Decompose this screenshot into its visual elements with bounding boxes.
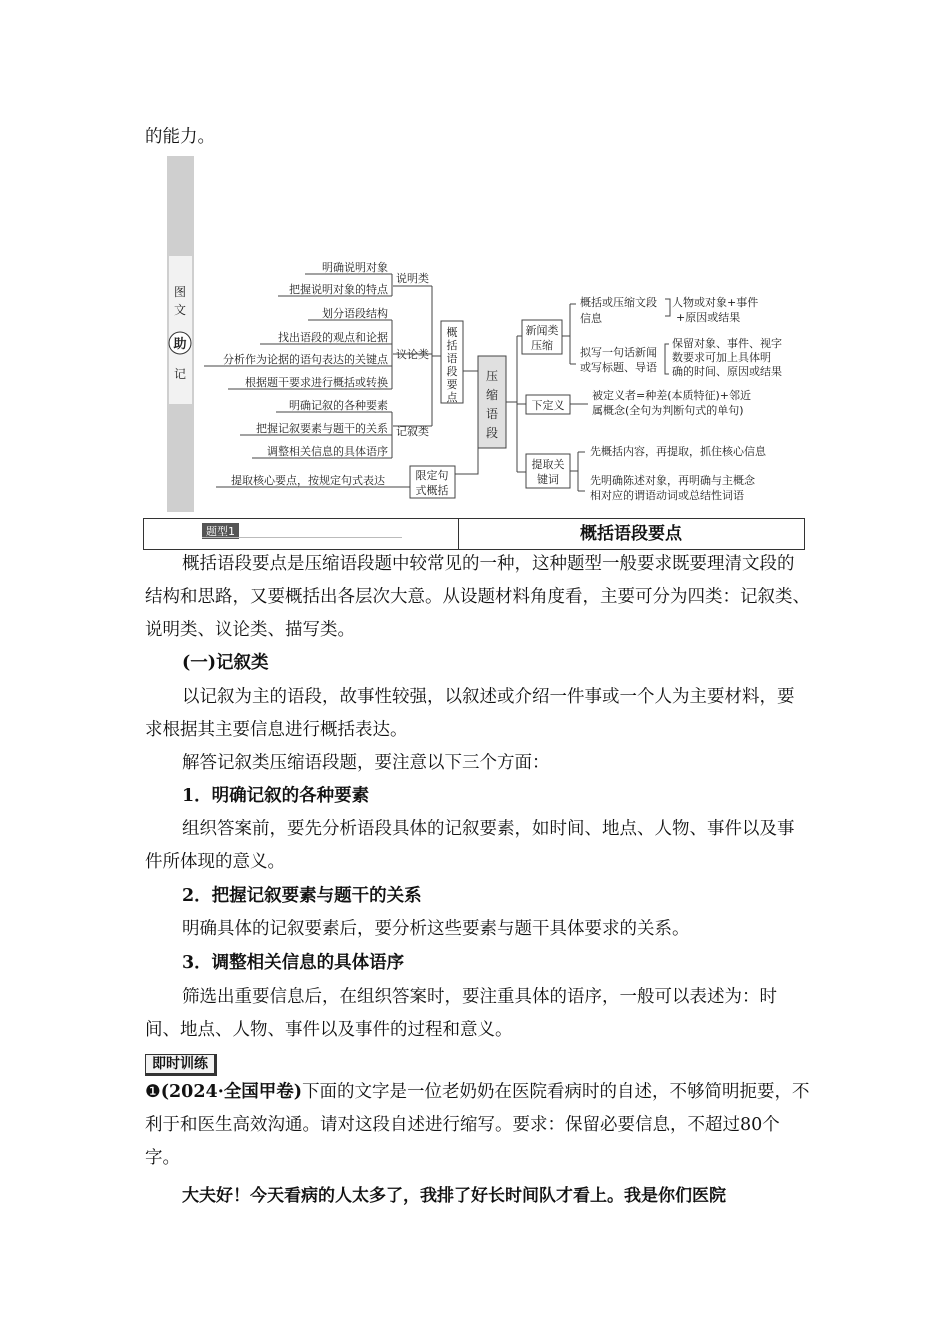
side-label-3: 助 [173,337,187,352]
intro-tail-text: 的能力。 [145,127,215,147]
dingyi-1: 被定义者=种差(本质特征)+邻近 [592,389,752,402]
item-jixu-2: 把握记叙要素与题干的关系 [256,422,388,435]
side-label-1: 图 [173,285,187,299]
item-jixu-1: 明确记叙的各种要素 [289,399,388,412]
side-label-4: 记 [173,367,187,381]
cat-xianding-1: 限定句 [415,469,449,482]
xinwen1-out-2: +原因或结果 [676,311,741,324]
section-title: 概括语段要点 [580,524,682,544]
question-number: ❶ [145,1082,161,1102]
center-2: 缩 [485,388,499,402]
tiqu2-2: 相对应的谓语动词或总结性词语 [590,489,744,502]
gaikuo-3: 语 [446,352,458,365]
cat-tiqu-1: 提取关 [531,458,565,471]
center-1: 压 [485,369,499,383]
question-block [145,1076,810,1175]
subheading-2: 2．把握记叙要素与题干的关系 [182,886,422,906]
paragraph-aspect-3: 筛选出重要信息后，在组织答案时，要注重具体的语序，一般可以表述为：时间、地点、人物、事件以及事件的过程和意义。 [145,987,777,1040]
cat-tiqu-2: 键词 [537,473,559,486]
subheading-1: 1．明确记叙的各种要素 [182,786,370,806]
item-shuoming-1: 明确说明对象 [322,261,388,274]
paragraph-jixu-def: 以记叙为主的语段，故事性较强，以叙述或介绍一件事或一个人为主要材料，要求根据其主要信息进行概括表达。 [145,687,795,740]
gaikuo-4: 段 [446,365,458,378]
center-3: 语 [485,407,499,421]
cat-dingyi: 下定义 [531,399,565,412]
section-header [143,518,805,550]
xinwen2-out-3: 确的时间、原因或结果 [672,365,782,378]
item-jixu-3: 调整相关信息的具体语序 [267,445,388,458]
mindmap-svg [160,156,810,512]
gaikuo-5: 要 [446,378,458,391]
xinwen1-2: 信息 [580,312,602,325]
xinwen2-out-2: 数要求可加上具体明 [672,351,771,364]
paragraph-aspect-1: 组织答案前，要先分析语段具体的记叙要素，如时间、地点、人物、事件以及事件所体现的意义。 [145,819,795,872]
cat-xinwen-1: 新闻类 [525,324,559,337]
paragraph-intro: 概括语段要点是压缩语段题中较常见的一种，这种题型一般要求既要理清文段的结构和思路，又要概括出各层次大意。从设题材料角度看，主要可分为四类：记叙类、说明类、议论类、描写类。 [145,554,810,640]
side-label-2: 文 [173,303,187,317]
xinwen2-2: 或写标题、导语 [580,361,657,374]
question-text: 下面的文字是一位老奶奶在医院看病时的自述，不够简明扼要，不利于和医生高效沟通。请对这段自述进行缩写。要求：保留必要信息，不超过80个字。 [145,1082,810,1168]
mindmap-figure [160,156,810,512]
item-xianding-1: 提取核心要点，按规定句式表达 [231,474,385,487]
gaikuo-2: 括 [446,339,458,352]
tiqu1: 先概括内容，再提取，抓住核心信息 [590,445,766,458]
section-badge: 题型1 [202,523,239,539]
item-yilun-1: 划分语段结构 [322,307,388,320]
xinwen1-1: 概括或压缩文段 [580,296,657,309]
question-source: (2024·全国甲卷) [160,1082,303,1102]
xinwen1-out-1: 人物或对象+事件 [672,296,759,309]
gaikuo-1: 概 [446,326,458,339]
cat-jixu: 记叙类 [396,425,429,438]
center-4: 段 [485,426,499,440]
item-shuoming-2: 把握说明对象的特点 [289,283,388,296]
heading-jixu: (一)记叙类 [182,653,269,673]
training-label: 即时训练 [145,1054,217,1076]
paragraph-aspect-2: 明确具体的记叙要素后，要分析这些要素与题干具体要求的关系。 [182,919,690,939]
cat-shuoming: 说明类 [396,272,429,285]
subheading-3: 3．调整相关信息的具体语序 [182,953,405,973]
paragraph-three-aspects: 解答记叙类压缩语段题，要注意以下三个方面： [182,753,550,773]
xinwen2-out-1: 保留对象、事件、视字 [672,337,782,350]
dingyi-2: 属概念(全句为判断句式的单句) [592,404,744,417]
excerpt-text: 大夫好！今天看病的人太多了，我排了好长时间队才看上。我是你们医院 [182,1186,726,1206]
item-yilun-2: 找出语段的观点和论据 [278,331,388,344]
xinwen2-1: 拟写一句话新闻 [580,346,657,359]
cat-xinwen-2: 压缩 [531,339,553,352]
cat-yilun: 议论类 [396,348,429,361]
gaikuo-6: 点 [446,391,458,404]
item-yilun-3: 分析作为论据的语句表达的关键点 [223,353,388,366]
cat-xianding-2: 式概括 [415,484,449,497]
item-yilun-4: 根据题干要求进行概括或转换 [245,376,388,389]
tiqu2-1: 先明确陈述对象，再明确与主概念 [590,474,755,487]
